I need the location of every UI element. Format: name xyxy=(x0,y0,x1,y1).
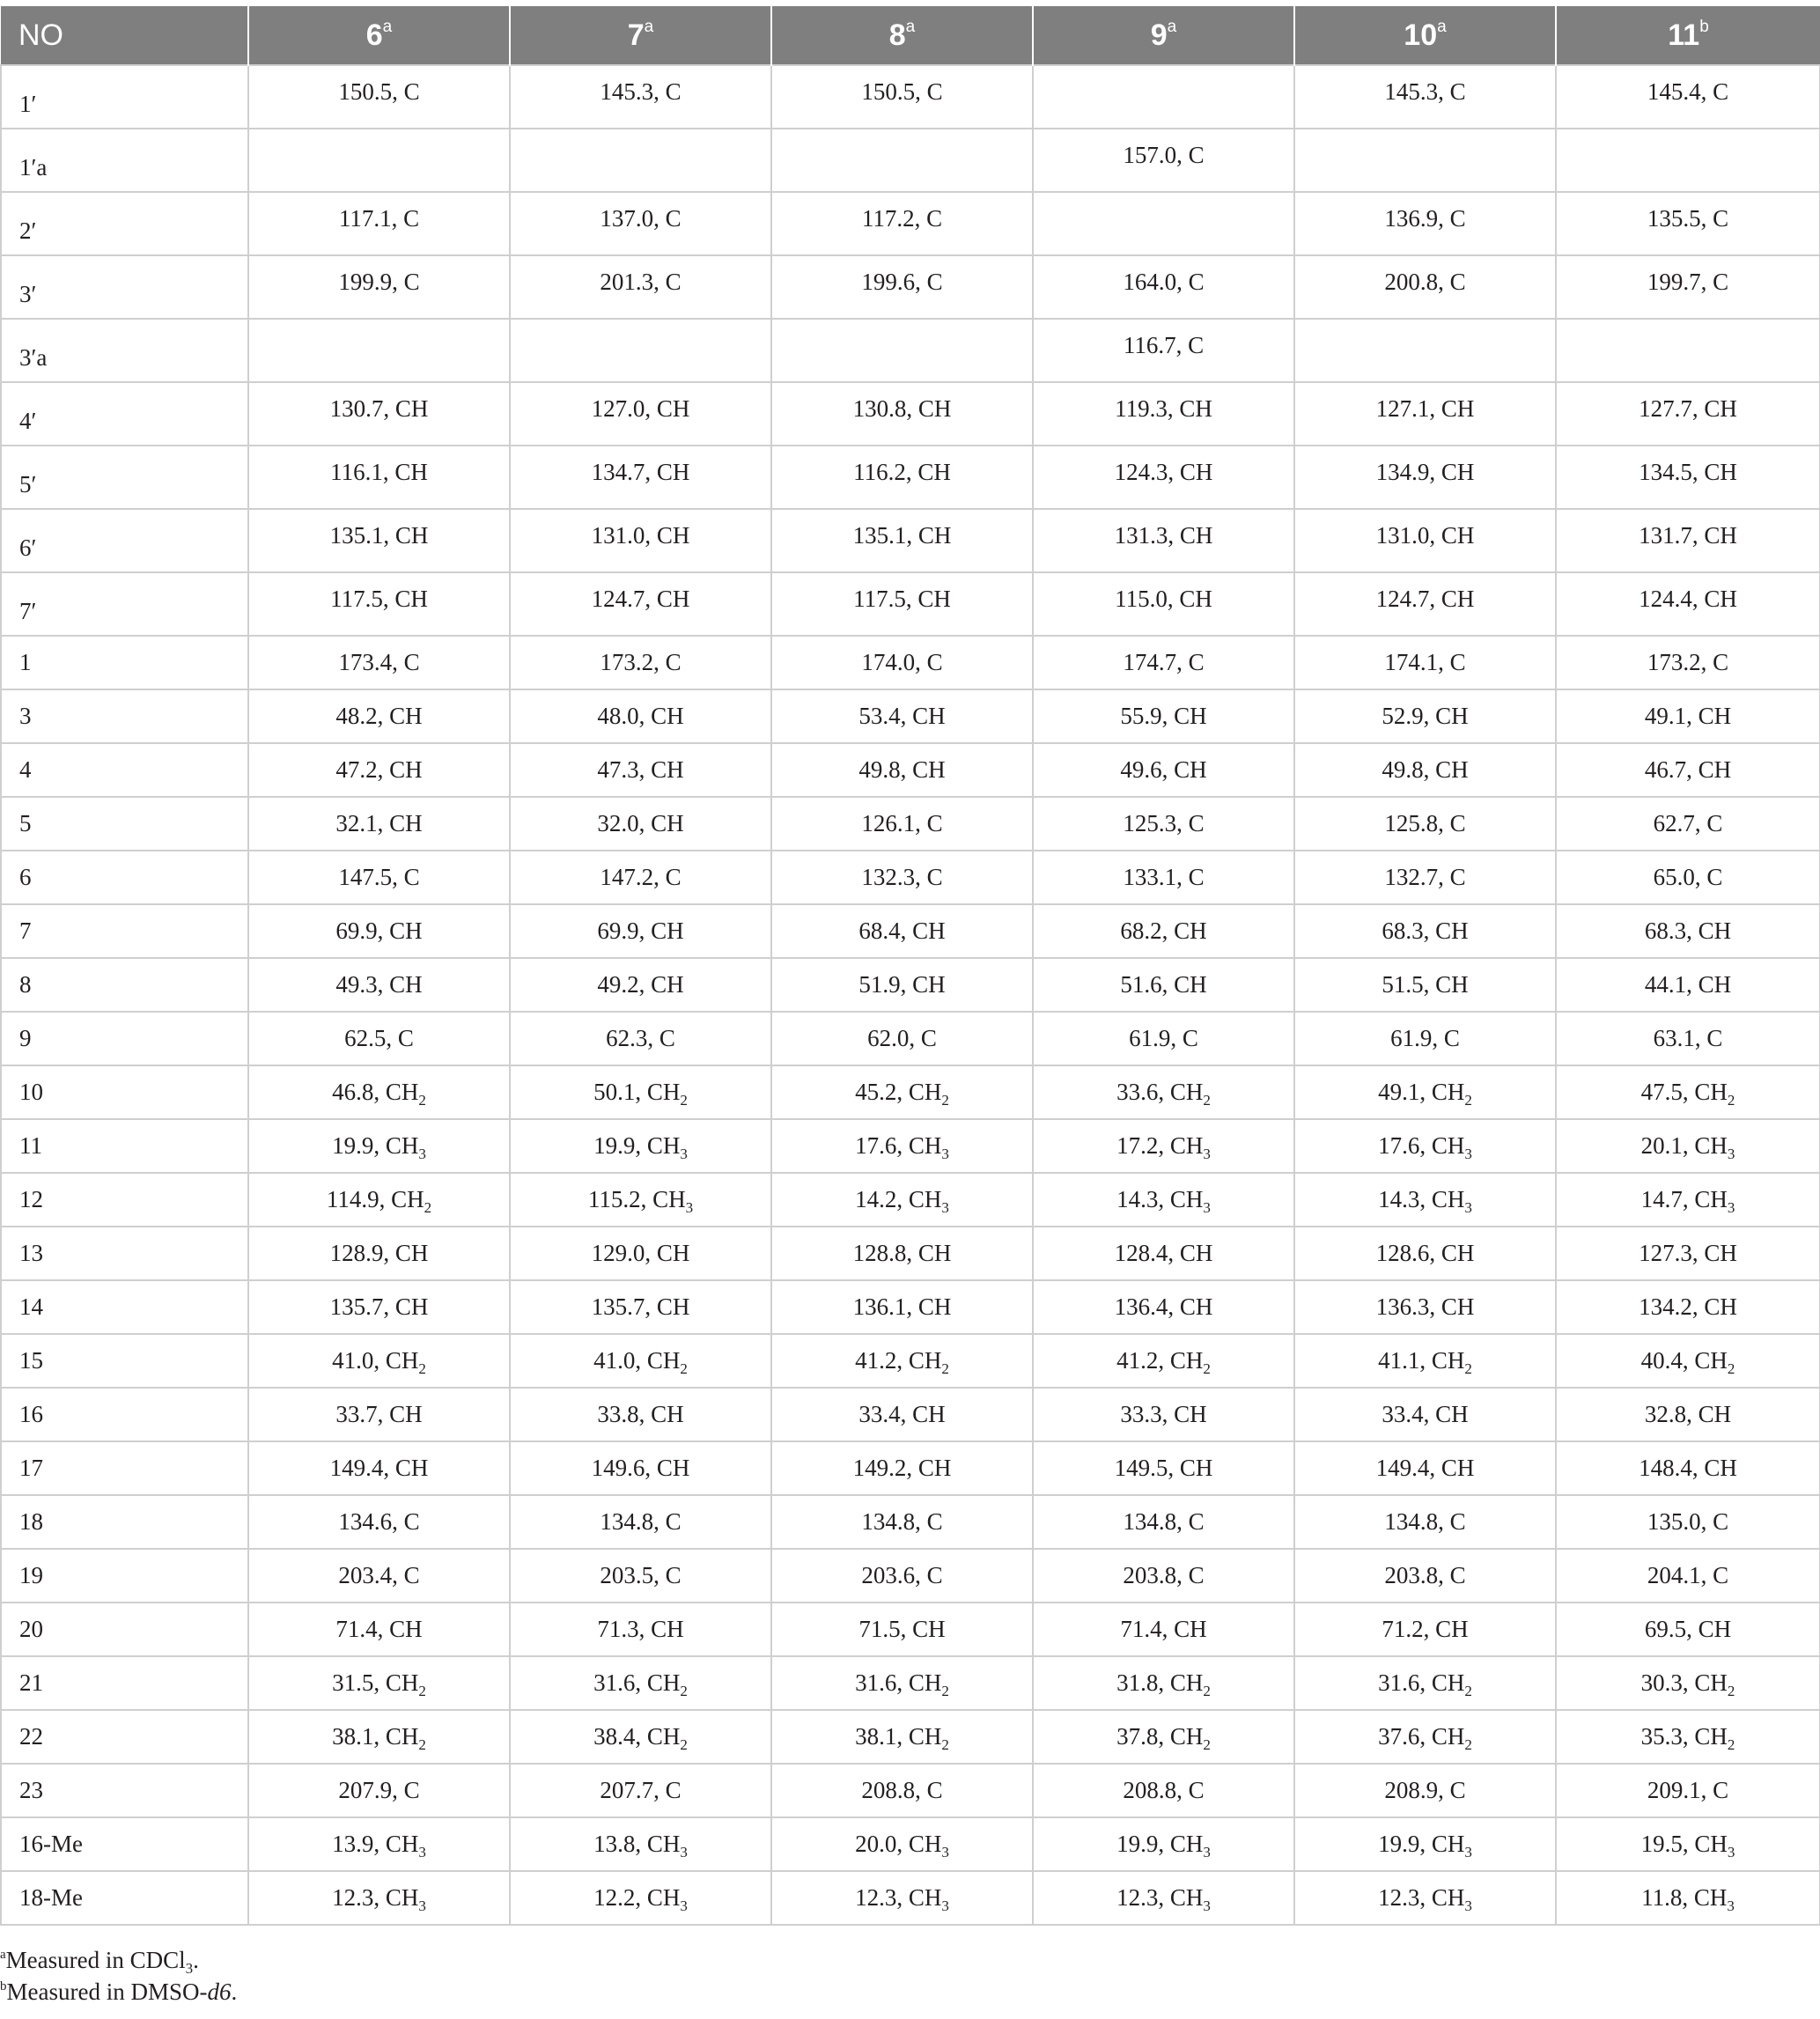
shift-value: 204.1, C xyxy=(1556,1549,1820,1603)
shift-value: 208.9, C xyxy=(1294,1764,1556,1817)
shift-value: 157.0, C xyxy=(1033,129,1294,192)
shift-value: 69.5, CH xyxy=(1556,1603,1820,1656)
shift-value: 38.1, $CH_2$ xyxy=(771,1710,1033,1764)
shift-value: 35.3, $CH_2$ xyxy=(1556,1710,1820,1764)
position-label: 5 xyxy=(1,797,248,851)
shift-value: 55.9, CH xyxy=(1033,689,1294,743)
shift-value: 31.5, $CH_2$ xyxy=(248,1656,510,1710)
position-label: 19 xyxy=(1,1549,248,1603)
shift-value: 131.7, CH xyxy=(1556,509,1820,572)
table-row xyxy=(1,1764,1820,1817)
table-row xyxy=(1,1871,1820,1925)
shift-value: 61.9, C xyxy=(1294,1012,1556,1065)
shift-value: 49.8, CH xyxy=(1294,743,1556,797)
shift-value: 47.5, $CH_2$ xyxy=(1556,1065,1820,1119)
position-label: 6 xyxy=(1,851,248,904)
shift-value: 32.0, CH xyxy=(510,797,771,851)
shift-value xyxy=(1294,319,1556,382)
shift-value: 135.1, CH xyxy=(248,509,510,572)
table-row xyxy=(1,1012,1820,1065)
shift-value: 63.1, C xyxy=(1556,1012,1820,1065)
shift-value: 115.2, $CH_3$ xyxy=(510,1173,771,1227)
shift-value: 49.6, CH xyxy=(1033,743,1294,797)
prime-rows xyxy=(1,65,1820,636)
shift-value: 173.2, C xyxy=(510,636,771,689)
shift-value: 131.3, CH xyxy=(1033,509,1294,572)
shift-value: 130.8, CH xyxy=(771,382,1033,446)
shift-value: 13.8, $CH_3$ xyxy=(510,1817,771,1871)
shift-value: 33.4, CH xyxy=(1294,1388,1556,1441)
shift-value: 49.1, $CH_2$ xyxy=(1294,1065,1556,1119)
shift-value: 17.2, $CH_3$ xyxy=(1033,1119,1294,1173)
shift-value: 49.1, CH xyxy=(1556,689,1820,743)
shift-value: 145.3, C xyxy=(1294,65,1556,129)
shift-value: 33.6, $CH_2$ xyxy=(1033,1065,1294,1119)
shift-value: 17.6, $CH_3$ xyxy=(771,1119,1033,1173)
shift-value: 71.3, CH xyxy=(510,1603,771,1656)
table-row xyxy=(1,636,1820,689)
table-row xyxy=(1,509,1820,572)
shift-value: 129.0, CH xyxy=(510,1227,771,1280)
shift-value: 50.1, $CH_2$ xyxy=(510,1065,771,1119)
shift-value xyxy=(510,319,771,382)
shift-value xyxy=(1556,319,1820,382)
shift-value: 149.4, CH xyxy=(1294,1441,1556,1495)
table-row xyxy=(1,65,1820,129)
shift-value: 209.1, C xyxy=(1556,1764,1820,1817)
column-footnote-mark: b xyxy=(1699,17,1709,36)
shift-value: 124.7, CH xyxy=(1294,572,1556,636)
position-label: 20 xyxy=(1,1603,248,1656)
position-label: 6′ xyxy=(1,509,248,572)
footnote-text: Measured in CDCl$_3$. xyxy=(5,1947,199,1977)
shift-value: 127.7, CH xyxy=(1556,382,1820,446)
shift-value: 52.9, CH xyxy=(1294,689,1556,743)
footnotes xyxy=(0,1944,237,2008)
column-header-no xyxy=(1,6,248,65)
shift-value: 133.1, C xyxy=(1033,851,1294,904)
nmr-data-table xyxy=(0,6,1820,1926)
shift-value: 49.8, CH xyxy=(771,743,1033,797)
shift-value: 128.8, CH xyxy=(771,1227,1033,1280)
table-row xyxy=(1,1495,1820,1549)
position-label: 23 xyxy=(1,1764,248,1817)
shift-value: 33.4, CH xyxy=(771,1388,1033,1441)
shift-value: 14.2, $CH_3$ xyxy=(771,1173,1033,1227)
position-label: 14 xyxy=(1,1280,248,1334)
table-row xyxy=(1,129,1820,192)
shift-value: 203.4, C xyxy=(248,1549,510,1603)
column-label: 9 xyxy=(1150,18,1168,52)
shift-value: 203.5, C xyxy=(510,1549,771,1603)
shift-value: 125.8, C xyxy=(1294,797,1556,851)
shift-value: 116.2, CH xyxy=(771,446,1033,509)
shift-value: 12.3, $CH_3$ xyxy=(248,1871,510,1925)
shift-value: 38.4, $CH_2$ xyxy=(510,1710,771,1764)
shift-value: 41.2, $CH_2$ xyxy=(771,1334,1033,1388)
shift-value: 71.4, CH xyxy=(1033,1603,1294,1656)
shift-value: 207.9, C xyxy=(248,1764,510,1817)
shift-value: 14.7, $CH_3$ xyxy=(1556,1173,1820,1227)
shift-value: 19.5, $CH_3$ xyxy=(1556,1817,1820,1871)
column-footnote-mark: a xyxy=(382,17,393,36)
shift-value: 203.8, C xyxy=(1294,1549,1556,1603)
shift-value: 47.2, CH xyxy=(248,743,510,797)
shift-value: 149.4, CH xyxy=(248,1441,510,1495)
shift-value: 116.1, CH xyxy=(248,446,510,509)
shift-value: 119.3, CH xyxy=(1033,382,1294,446)
position-label: 1′a xyxy=(1,129,248,192)
shift-value: 46.8, $CH_2$ xyxy=(248,1065,510,1119)
footnote-a xyxy=(0,1944,237,1976)
shift-value: 31.6, $CH_2$ xyxy=(510,1656,771,1710)
shift-value: 174.0, C xyxy=(771,636,1033,689)
table-row xyxy=(1,1710,1820,1764)
shift-value xyxy=(510,129,771,192)
shift-value: 33.8, CH xyxy=(510,1388,771,1441)
shift-value: 19.9, $CH_3$ xyxy=(248,1119,510,1173)
position-label: 10 xyxy=(1,1065,248,1119)
column-footnote-mark: a xyxy=(644,17,654,36)
table-row xyxy=(1,255,1820,319)
table-row xyxy=(1,192,1820,255)
shift-value: 126.1, C xyxy=(771,797,1033,851)
shift-value: 148.4, CH xyxy=(1556,1441,1820,1495)
header-row xyxy=(1,6,1820,65)
position-label: 1′ xyxy=(1,65,248,129)
shift-value: 20.0, $CH_3$ xyxy=(771,1817,1033,1871)
table-row xyxy=(1,1549,1820,1603)
shift-value: 199.9, C xyxy=(248,255,510,319)
column-label: 8 xyxy=(888,18,906,52)
shift-value xyxy=(248,319,510,382)
column-footnote-mark: a xyxy=(1437,17,1447,36)
position-label: 18-Me xyxy=(1,1871,248,1925)
shift-value: 12.2, $CH_3$ xyxy=(510,1871,771,1925)
shift-value: 71.4, CH xyxy=(248,1603,510,1656)
shift-value: 150.5, C xyxy=(248,65,510,129)
shift-value: 12.3, $CH_3$ xyxy=(1294,1871,1556,1925)
table-row xyxy=(1,851,1820,904)
table-row xyxy=(1,1334,1820,1388)
shift-value: 124.3, CH xyxy=(1033,446,1294,509)
shift-value: 41.1, $CH_2$ xyxy=(1294,1334,1556,1388)
column-label: 10 xyxy=(1404,18,1438,52)
table-row xyxy=(1,1817,1820,1871)
table-row xyxy=(1,1441,1820,1495)
shift-value: 19.9, $CH_3$ xyxy=(1033,1817,1294,1871)
position-label: 22 xyxy=(1,1710,248,1764)
shift-value: 41.0, $CH_2$ xyxy=(510,1334,771,1388)
shift-value: 173.4, C xyxy=(248,636,510,689)
shift-value: 33.7, CH xyxy=(248,1388,510,1441)
position-label: 13 xyxy=(1,1227,248,1280)
column-label: 7 xyxy=(627,18,645,52)
footnote-mark: a xyxy=(0,1948,6,1962)
column-header-compound xyxy=(1294,6,1556,65)
main-rows xyxy=(1,636,1820,1925)
footnote-b xyxy=(0,1976,237,2008)
column-header-compound xyxy=(510,6,771,65)
shift-value: 11.8, $CH_3$ xyxy=(1556,1871,1820,1925)
shift-value: 149.2, CH xyxy=(771,1441,1033,1495)
position-label: 3′a xyxy=(1,319,248,382)
shift-value: 127.1, CH xyxy=(1294,382,1556,446)
shift-value: 135.7, CH xyxy=(510,1280,771,1334)
shift-value: 134.9, CH xyxy=(1294,446,1556,509)
shift-value: 164.0, C xyxy=(1033,255,1294,319)
shift-value: 207.7, C xyxy=(510,1764,771,1817)
table-row xyxy=(1,1227,1820,1280)
table-row xyxy=(1,1280,1820,1334)
shift-value: 134.8, C xyxy=(1033,1495,1294,1549)
shift-value: 19.9, $CH_3$ xyxy=(1294,1817,1556,1871)
shift-value: 46.7, CH xyxy=(1556,743,1820,797)
shift-value: 200.8, C xyxy=(1294,255,1556,319)
shift-value xyxy=(1294,129,1556,192)
column-header-compound xyxy=(1033,6,1294,65)
position-label: 21 xyxy=(1,1656,248,1710)
shift-value: 31.6, $CH_2$ xyxy=(771,1656,1033,1710)
shift-value: 68.4, CH xyxy=(771,904,1033,958)
shift-value: 147.2, C xyxy=(510,851,771,904)
shift-value: 61.9, C xyxy=(1033,1012,1294,1065)
table-row xyxy=(1,958,1820,1012)
shift-value: 69.9, CH xyxy=(510,904,771,958)
table-row xyxy=(1,1173,1820,1227)
shift-value: 134.5, CH xyxy=(1556,446,1820,509)
table-row xyxy=(1,797,1820,851)
shift-value: 131.0, CH xyxy=(510,509,771,572)
position-label: 3 xyxy=(1,689,248,743)
shift-value: 68.3, CH xyxy=(1294,904,1556,958)
shift-value: 135.5, C xyxy=(1556,192,1820,255)
position-label: 17 xyxy=(1,1441,248,1495)
shift-value xyxy=(771,129,1033,192)
shift-value: 17.6, $CH_3$ xyxy=(1294,1119,1556,1173)
shift-value: 136.1, CH xyxy=(771,1280,1033,1334)
position-label: 4 xyxy=(1,743,248,797)
shift-value: 51.5, CH xyxy=(1294,958,1556,1012)
shift-value: 116.7, C xyxy=(1033,319,1294,382)
shift-value: 134.8, C xyxy=(1294,1495,1556,1549)
shift-value: 136.9, C xyxy=(1294,192,1556,255)
shift-value: 51.9, CH xyxy=(771,958,1033,1012)
shift-value: 147.5, C xyxy=(248,851,510,904)
shift-value: 114.9, $CH_2$ xyxy=(248,1173,510,1227)
position-label: 18 xyxy=(1,1495,248,1549)
shift-value: 173.2, C xyxy=(1556,636,1820,689)
shift-value: 62.3, C xyxy=(510,1012,771,1065)
shift-value: 135.1, CH xyxy=(771,509,1033,572)
position-label: 2′ xyxy=(1,192,248,255)
column-header-compound xyxy=(1556,6,1820,65)
table-row xyxy=(1,743,1820,797)
shift-value: 12.3, $CH_3$ xyxy=(771,1871,1033,1925)
shift-value: 128.6, CH xyxy=(1294,1227,1556,1280)
shift-value: 30.3, $CH_2$ xyxy=(1556,1656,1820,1710)
position-label: 8 xyxy=(1,958,248,1012)
position-label: 5′ xyxy=(1,446,248,509)
shift-value: 203.8, C xyxy=(1033,1549,1294,1603)
shift-value: 62.5, C xyxy=(248,1012,510,1065)
position-label: 16 xyxy=(1,1388,248,1441)
shift-value: 150.5, C xyxy=(771,65,1033,129)
position-label: 15 xyxy=(1,1334,248,1388)
shift-value: 134.6, C xyxy=(248,1495,510,1549)
shift-value: 199.7, C xyxy=(1556,255,1820,319)
table-row xyxy=(1,1603,1820,1656)
table-row xyxy=(1,572,1820,636)
shift-value: 130.7, CH xyxy=(248,382,510,446)
column-label: 11 xyxy=(1668,18,1700,52)
shift-value: 128.4, CH xyxy=(1033,1227,1294,1280)
position-label: 9 xyxy=(1,1012,248,1065)
shift-value: 31.8, $CH_2$ xyxy=(1033,1656,1294,1710)
table-row xyxy=(1,382,1820,446)
position-label: 11 xyxy=(1,1119,248,1173)
shift-value: 49.3, CH xyxy=(248,958,510,1012)
shift-value: 51.6, CH xyxy=(1033,958,1294,1012)
shift-value: 149.6, CH xyxy=(510,1441,771,1495)
shift-value: 37.6, $CH_2$ xyxy=(1294,1710,1556,1764)
position-label: 1 xyxy=(1,636,248,689)
table-row xyxy=(1,689,1820,743)
position-label: 7′ xyxy=(1,572,248,636)
shift-value: 33.3, CH xyxy=(1033,1388,1294,1441)
table-row xyxy=(1,1065,1820,1119)
shift-value: 14.3, $CH_3$ xyxy=(1033,1173,1294,1227)
shift-value: 115.0, CH xyxy=(1033,572,1294,636)
shift-value: 199.6, C xyxy=(771,255,1033,319)
shift-value: 32.8, CH xyxy=(1556,1388,1820,1441)
nmr-table-container xyxy=(0,6,1820,1926)
shift-value: 149.5, CH xyxy=(1033,1441,1294,1495)
shift-value xyxy=(771,319,1033,382)
shift-value: 127.0, CH xyxy=(510,382,771,446)
table-row xyxy=(1,1656,1820,1710)
shift-value: 145.3, C xyxy=(510,65,771,129)
shift-value: 45.2, $CH_2$ xyxy=(771,1065,1033,1119)
shift-value: 136.4, CH xyxy=(1033,1280,1294,1334)
shift-value: 131.0, CH xyxy=(1294,509,1556,572)
shift-value: 19.9, $CH_3$ xyxy=(510,1119,771,1173)
shift-value: 117.1, C xyxy=(248,192,510,255)
shift-value: 132.7, C xyxy=(1294,851,1556,904)
shift-value: 125.3, C xyxy=(1033,797,1294,851)
shift-value: 41.0, $CH_2$ xyxy=(248,1334,510,1388)
position-label: 7 xyxy=(1,904,248,958)
shift-value: 49.2, CH xyxy=(510,958,771,1012)
shift-value: 134.7, CH xyxy=(510,446,771,509)
shift-value: 124.7, CH xyxy=(510,572,771,636)
column-footnote-mark: a xyxy=(905,17,916,36)
shift-value: 47.3, CH xyxy=(510,743,771,797)
table-row xyxy=(1,1119,1820,1173)
shift-value: 53.4, CH xyxy=(771,689,1033,743)
shift-value xyxy=(248,129,510,192)
shift-value xyxy=(1033,192,1294,255)
shift-value: 62.7, C xyxy=(1556,797,1820,851)
table-row xyxy=(1,904,1820,958)
shift-value: 134.8, C xyxy=(510,1495,771,1549)
shift-value: 32.1, CH xyxy=(248,797,510,851)
shift-value: 31.6, $CH_2$ xyxy=(1294,1656,1556,1710)
shift-value: 117.5, CH xyxy=(771,572,1033,636)
table-row xyxy=(1,319,1820,382)
shift-value: 71.2, CH xyxy=(1294,1603,1556,1656)
position-label: 3′ xyxy=(1,255,248,319)
shift-value xyxy=(1033,65,1294,129)
shift-value: 145.4, C xyxy=(1556,65,1820,129)
shift-value: 69.9, CH xyxy=(248,904,510,958)
shift-value: 65.0, C xyxy=(1556,851,1820,904)
shift-value: 132.3, C xyxy=(771,851,1033,904)
footnote-text: Measured in DMSO-d6. xyxy=(6,1978,238,2005)
table-row xyxy=(1,1388,1820,1441)
shift-value: 134.2, CH xyxy=(1556,1280,1820,1334)
shift-value: 174.7, C xyxy=(1033,636,1294,689)
shift-value: 68.2, CH xyxy=(1033,904,1294,958)
shift-value: 71.5, CH xyxy=(771,1603,1033,1656)
shift-value: 62.0, C xyxy=(771,1012,1033,1065)
shift-value: 124.4, CH xyxy=(1556,572,1820,636)
column-header-compound xyxy=(771,6,1033,65)
shift-value: 201.3, C xyxy=(510,255,771,319)
footnote-mark: b xyxy=(0,1979,7,1993)
shift-value: 48.2, CH xyxy=(248,689,510,743)
shift-value: 174.1, C xyxy=(1294,636,1556,689)
column-label: 6 xyxy=(365,18,383,52)
position-label: 16-Me xyxy=(1,1817,248,1871)
position-label: 12 xyxy=(1,1173,248,1227)
shift-value: 41.2, $CH_2$ xyxy=(1033,1334,1294,1388)
position-label: 4′ xyxy=(1,382,248,446)
shift-value: 37.8, $CH_2$ xyxy=(1033,1710,1294,1764)
shift-value: 134.8, C xyxy=(771,1495,1033,1549)
shift-value: 136.3, CH xyxy=(1294,1280,1556,1334)
shift-value: 20.1, $CH_3$ xyxy=(1556,1119,1820,1173)
shift-value: 117.2, C xyxy=(771,192,1033,255)
shift-value: 44.1, CH xyxy=(1556,958,1820,1012)
shift-value: 117.5, CH xyxy=(248,572,510,636)
shift-value: 38.1, $CH_2$ xyxy=(248,1710,510,1764)
shift-value: 137.0, C xyxy=(510,192,771,255)
shift-value: 135.0, C xyxy=(1556,1495,1820,1549)
shift-value: 127.3, CH xyxy=(1556,1227,1820,1280)
shift-value: 12.3, $CH_3$ xyxy=(1033,1871,1294,1925)
shift-value: 203.6, C xyxy=(771,1549,1033,1603)
table-row xyxy=(1,446,1820,509)
shift-value: 68.3, CH xyxy=(1556,904,1820,958)
column-footnote-mark: a xyxy=(1167,17,1177,36)
shift-value: 208.8, C xyxy=(1033,1764,1294,1817)
shift-value: 40.4, $CH_2$ xyxy=(1556,1334,1820,1388)
shift-value: 208.8, C xyxy=(771,1764,1033,1817)
shift-value: 13.9, $CH_3$ xyxy=(248,1817,510,1871)
shift-value xyxy=(1556,129,1820,192)
column-header-compound xyxy=(248,6,510,65)
shift-value: 48.0, CH xyxy=(510,689,771,743)
shift-value: 135.7, CH xyxy=(248,1280,510,1334)
table-header xyxy=(1,6,1820,65)
shift-value: 128.9, CH xyxy=(248,1227,510,1280)
shift-value: 14.3, $CH_3$ xyxy=(1294,1173,1556,1227)
column-label: NO xyxy=(18,18,63,52)
